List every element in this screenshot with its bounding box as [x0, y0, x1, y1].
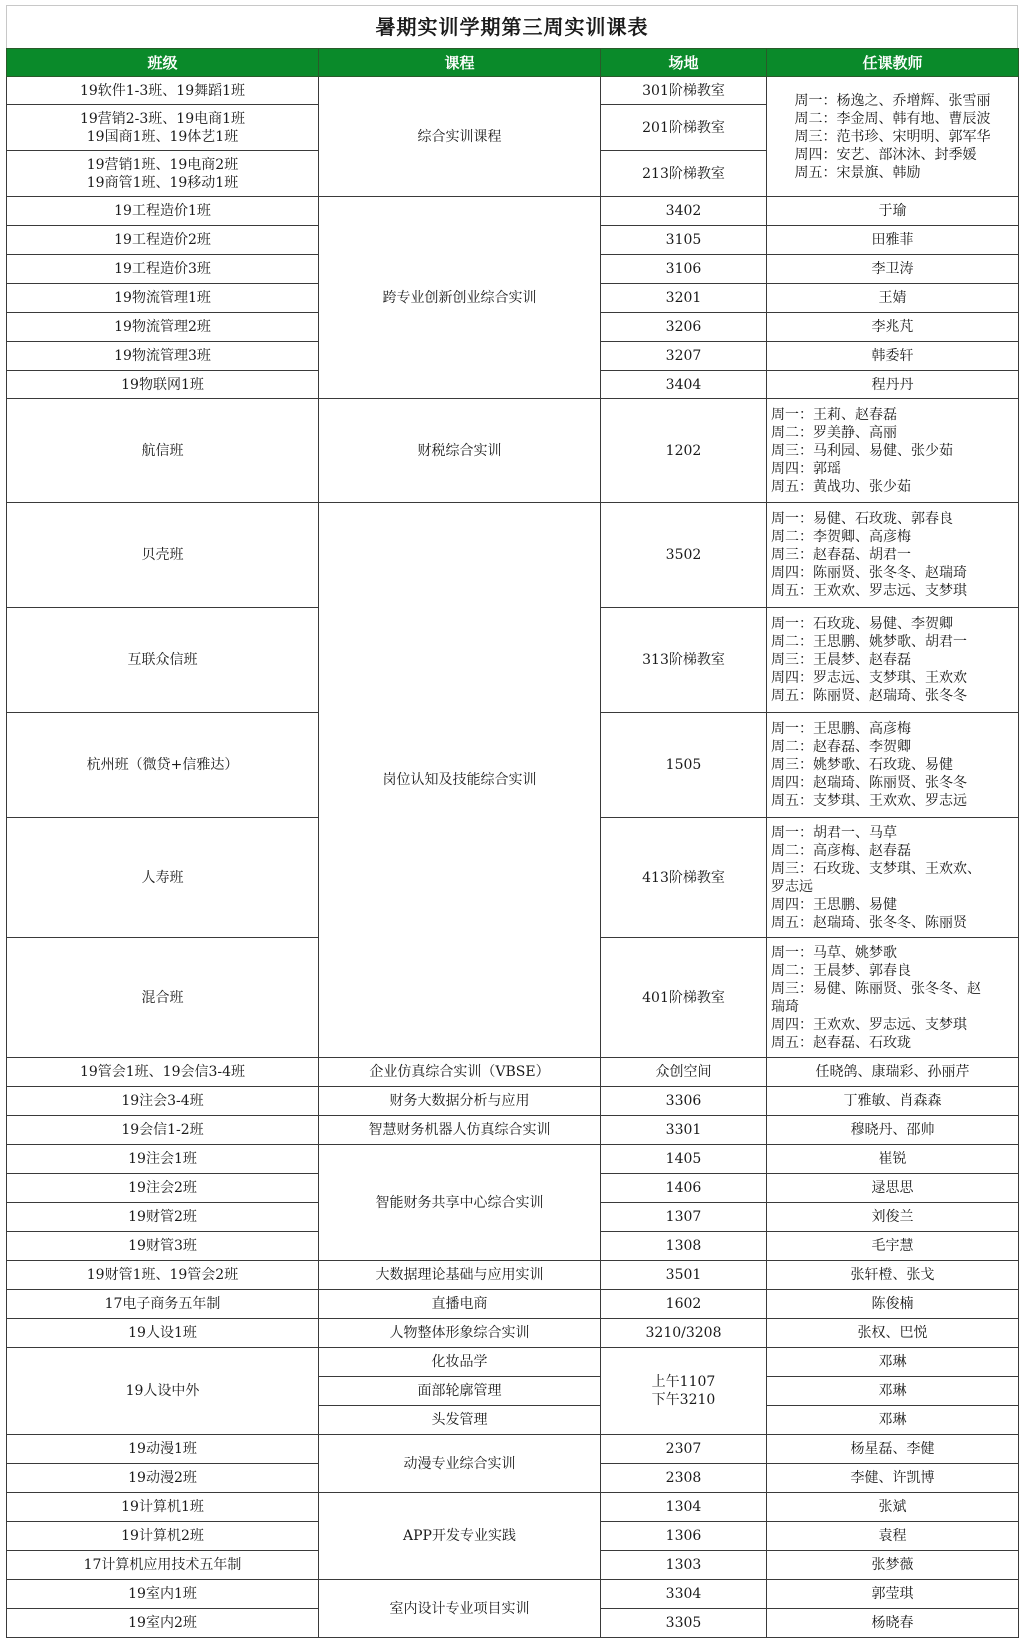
venue-cell: 401阶梯教室 [601, 938, 767, 1058]
venue-cell: 上午1107 下午3210 [601, 1348, 767, 1435]
teacher-cell: 周一：王思鹏、高彦梅 周二：赵春磊、李贺卿 周三：姚梦歌、石玫珑、易健 周四：赵瑞琦、陈丽贤、张冬冬 周五：支梦琪、王欢欢、罗志远 [767, 713, 1019, 818]
teacher-cell: 张斌 [767, 1493, 1019, 1522]
teacher-cell: 丁雅敏、肖森森 [767, 1087, 1019, 1116]
teacher-cell: 陈俊楠 [767, 1290, 1019, 1319]
table-row [7, 503, 1019, 608]
teacher-cell: 周一：王莉、赵春磊 周二：罗美静、高丽 周三：马利园、易健、张少茹 周四：郭瑶 周五：黄战功、张少茹 [767, 399, 1019, 503]
header-venue: 场地 [601, 49, 767, 77]
course-cell: 直播电商 [319, 1290, 601, 1319]
table-row [7, 1145, 1019, 1174]
class-cell: 19工程造价2班 [7, 226, 319, 255]
header-row [7, 49, 1019, 77]
teacher-schedule: 周一：杨逸之、乔增辉、张雪丽 周二：李金周、韩有地、曹辰波 周三：范书珍、宋明明、郭军华 周四：安艺、部沐沐、封季媛 周五：宋景旗、韩励 [794, 92, 991, 181]
teacher-cell: 杨星磊、李健 [767, 1435, 1019, 1464]
page-title: 暑期实训学期第三周实训课表 [6, 5, 1018, 48]
venue-cell: 3304 [601, 1580, 767, 1609]
teacher-cell: 刘俊兰 [767, 1203, 1019, 1232]
course-cell: APP开发专业实践 [319, 1493, 601, 1580]
class-cell: 19注会3-4班 [7, 1087, 319, 1116]
class-cell: 混合班 [7, 938, 319, 1058]
class-cell: 19注会1班 [7, 1145, 319, 1174]
class-cell: 19物流管理1班 [7, 284, 319, 313]
course-cell: 智慧财务机器人仿真综合实训 [319, 1116, 601, 1145]
table-row [7, 1348, 1019, 1377]
class-cell: 19计算机1班 [7, 1493, 319, 1522]
teacher-cell: 李健、许凯博 [767, 1464, 1019, 1493]
teacher-cell: 周一：胡君一、马草 周二：高彦梅、赵春磊 周三：石玫珑、支梦琪、王欢欢、 罗志远 周四：王思鹏、易健 周五：赵瑞琦、张冬冬、陈丽贤 [767, 818, 1019, 938]
teacher-cell: 毛宇慧 [767, 1232, 1019, 1261]
venue-cell: 2308 [601, 1464, 767, 1493]
venue-cell: 301阶梯教室 [601, 77, 767, 105]
venue-cell: 3201 [601, 284, 767, 313]
venue-cell: 1303 [601, 1551, 767, 1580]
table-row [7, 1058, 1019, 1087]
class-cell: 19财管2班 [7, 1203, 319, 1232]
venue-cell: 213阶梯教室 [601, 151, 767, 197]
venue-cell: 3106 [601, 255, 767, 284]
class-cell: 19会信1-2班 [7, 1116, 319, 1145]
teacher-cell: 邓琳 [767, 1348, 1019, 1377]
course-cell: 综合实训课程 [319, 77, 601, 197]
venue-cell: 众创空间 [601, 1058, 767, 1087]
teacher-cell: 周一：易健、石玫珑、郭春良 周二：李贺卿、高彦梅 周三：赵春磊、胡君一 周四：陈丽贤、张冬冬、赵瑞琦 周五：王欢欢、罗志远、支梦琪 [767, 503, 1019, 608]
venue-cell: 313阶梯教室 [601, 608, 767, 713]
venue-cell: 1602 [601, 1290, 767, 1319]
teacher-cell: 郭莹琪 [767, 1580, 1019, 1609]
teacher-cell: 任晓鸽、康瑞彩、孙丽芹 [767, 1058, 1019, 1087]
table-row [7, 1261, 1019, 1290]
schedule-table [6, 48, 1019, 1638]
venue-cell: 3402 [601, 197, 767, 226]
class-cell: 19营销2-3班、19电商1班 19国商1班、19体艺1班 [7, 105, 319, 151]
class-cell: 17电子商务五年制 [7, 1290, 319, 1319]
teacher-cell: 李卫涛 [767, 255, 1019, 284]
class-cell: 19人设中外 [7, 1348, 319, 1435]
teacher-cell: 邓琳 [767, 1377, 1019, 1406]
table-row [7, 1580, 1019, 1609]
venue-cell: 1405 [601, 1145, 767, 1174]
teacher-cell: 王婧 [767, 284, 1019, 313]
venue-cell: 1307 [601, 1203, 767, 1232]
class-cell: 19物联网1班 [7, 371, 319, 399]
teacher-cell: 杨晓春 [767, 1609, 1019, 1638]
venue-cell: 3301 [601, 1116, 767, 1145]
venue-cell: 413阶梯教室 [601, 818, 767, 938]
venue-cell: 1406 [601, 1174, 767, 1203]
class-cell: 19软件1-3班、19舞蹈1班 [7, 77, 319, 105]
teacher-cell: 张梦薇 [767, 1551, 1019, 1580]
header-course: 课程 [319, 49, 601, 77]
table-row [7, 399, 1019, 503]
class-cell: 19室内1班 [7, 1580, 319, 1609]
venue-cell: 1202 [601, 399, 767, 503]
course-cell: 人物整体形象综合实训 [319, 1319, 601, 1348]
class-cell: 19动漫2班 [7, 1464, 319, 1493]
class-cell: 贝壳班 [7, 503, 319, 608]
teacher-cell: 于瑜 [767, 197, 1019, 226]
class-cell: 19注会2班 [7, 1174, 319, 1203]
course-cell: 财务大数据分析与应用 [319, 1087, 601, 1116]
venue-cell: 3502 [601, 503, 767, 608]
teacher-cell: 邓琳 [767, 1406, 1019, 1435]
class-cell: 19工程造价3班 [7, 255, 319, 284]
teacher-cell: 张权、巴悦 [767, 1319, 1019, 1348]
class-cell: 杭州班（微贷+信雅达） [7, 713, 319, 818]
venue-cell: 3105 [601, 226, 767, 255]
course-cell: 企业仿真综合实训（VBSE） [319, 1058, 601, 1087]
teacher-cell: 田雅菲 [767, 226, 1019, 255]
schedule-sheet [6, 5, 1018, 1638]
class-cell: 19物流管理2班 [7, 313, 319, 342]
venue-cell: 3206 [601, 313, 767, 342]
course-cell: 跨专业创新创业综合实训 [319, 197, 601, 399]
venue-cell: 3404 [601, 371, 767, 399]
table-row [7, 1087, 1019, 1116]
table-row [7, 197, 1019, 226]
class-cell: 互联众信班 [7, 608, 319, 713]
table-row [7, 77, 1019, 105]
course-cell: 岗位认知及技能综合实训 [319, 503, 601, 1058]
class-cell: 19财管3班 [7, 1232, 319, 1261]
table-row [7, 1116, 1019, 1145]
venue-cell: 1308 [601, 1232, 767, 1261]
class-cell: 19管会1班、19会信3-4班 [7, 1058, 319, 1087]
class-cell: 19动漫1班 [7, 1435, 319, 1464]
teacher-cell: 韩委轩 [767, 342, 1019, 371]
class-cell: 19计算机2班 [7, 1522, 319, 1551]
venue-cell: 3306 [601, 1087, 767, 1116]
teacher-cell: 袁程 [767, 1522, 1019, 1551]
class-cell: 17计算机应用技术五年制 [7, 1551, 319, 1580]
teacher-cell: 张轩橙、张戈 [767, 1261, 1019, 1290]
teacher-cell: 李兆芃 [767, 313, 1019, 342]
class-cell: 航信班 [7, 399, 319, 503]
venue-cell: 201阶梯教室 [601, 105, 767, 151]
class-cell: 19财管1班、19管会2班 [7, 1261, 319, 1290]
teacher-cell: 逯思思 [767, 1174, 1019, 1203]
venue-cell: 3305 [601, 1609, 767, 1638]
table-row [7, 1493, 1019, 1522]
course-cell: 智能财务共享中心综合实训 [319, 1145, 601, 1261]
teacher-cell: 周一：石玫珑、易健、李贺卿 周二：王思鹏、姚梦歌、胡君一 周三：王晨梦、赵春磊 周四：罗志远、支梦琪、王欢欢 周五：陈丽贤、赵瑞琦、张冬冬 [767, 608, 1019, 713]
class-cell: 人寿班 [7, 818, 319, 938]
header-teacher: 任课教师 [767, 49, 1019, 77]
venue-cell: 2307 [601, 1435, 767, 1464]
venue-cell: 1306 [601, 1522, 767, 1551]
teacher-cell: 崔锐 [767, 1145, 1019, 1174]
venue-cell: 3210/3208 [601, 1319, 767, 1348]
class-cell: 19物流管理3班 [7, 342, 319, 371]
course-cell: 头发管理 [319, 1406, 601, 1435]
venue-cell: 1505 [601, 713, 767, 818]
table-row [7, 1435, 1019, 1464]
class-cell: 19工程造价1班 [7, 197, 319, 226]
course-cell: 财税综合实训 [319, 399, 601, 503]
teacher-cell: 周一：马草、姚梦歌 周二：王晨梦、郭春良 周三：易健、陈丽贤、张冬冬、赵 瑞琦 周四：王欢欢、罗志远、支梦琪 周五：赵春磊、石玫珑 [767, 938, 1019, 1058]
table-row [7, 1290, 1019, 1319]
course-cell: 室内设计专业项目实训 [319, 1580, 601, 1638]
class-cell: 19营销1班、19电商2班 19商管1班、19移动1班 [7, 151, 319, 197]
course-cell: 大数据理论基础与应用实训 [319, 1261, 601, 1290]
course-cell: 动漫专业综合实训 [319, 1435, 601, 1493]
venue-cell: 3501 [601, 1261, 767, 1290]
venue-cell: 3207 [601, 342, 767, 371]
venue-cell: 1304 [601, 1493, 767, 1522]
class-cell: 19室内2班 [7, 1609, 319, 1638]
teacher-cell [767, 77, 1019, 197]
teacher-cell: 穆晓丹、邵帅 [767, 1116, 1019, 1145]
header-class: 班级 [7, 49, 319, 77]
course-cell: 化妆品学 [319, 1348, 601, 1377]
teacher-cell: 程丹丹 [767, 371, 1019, 399]
course-cell: 面部轮廓管理 [319, 1377, 601, 1406]
table-row [7, 1319, 1019, 1348]
class-cell: 19人设1班 [7, 1319, 319, 1348]
